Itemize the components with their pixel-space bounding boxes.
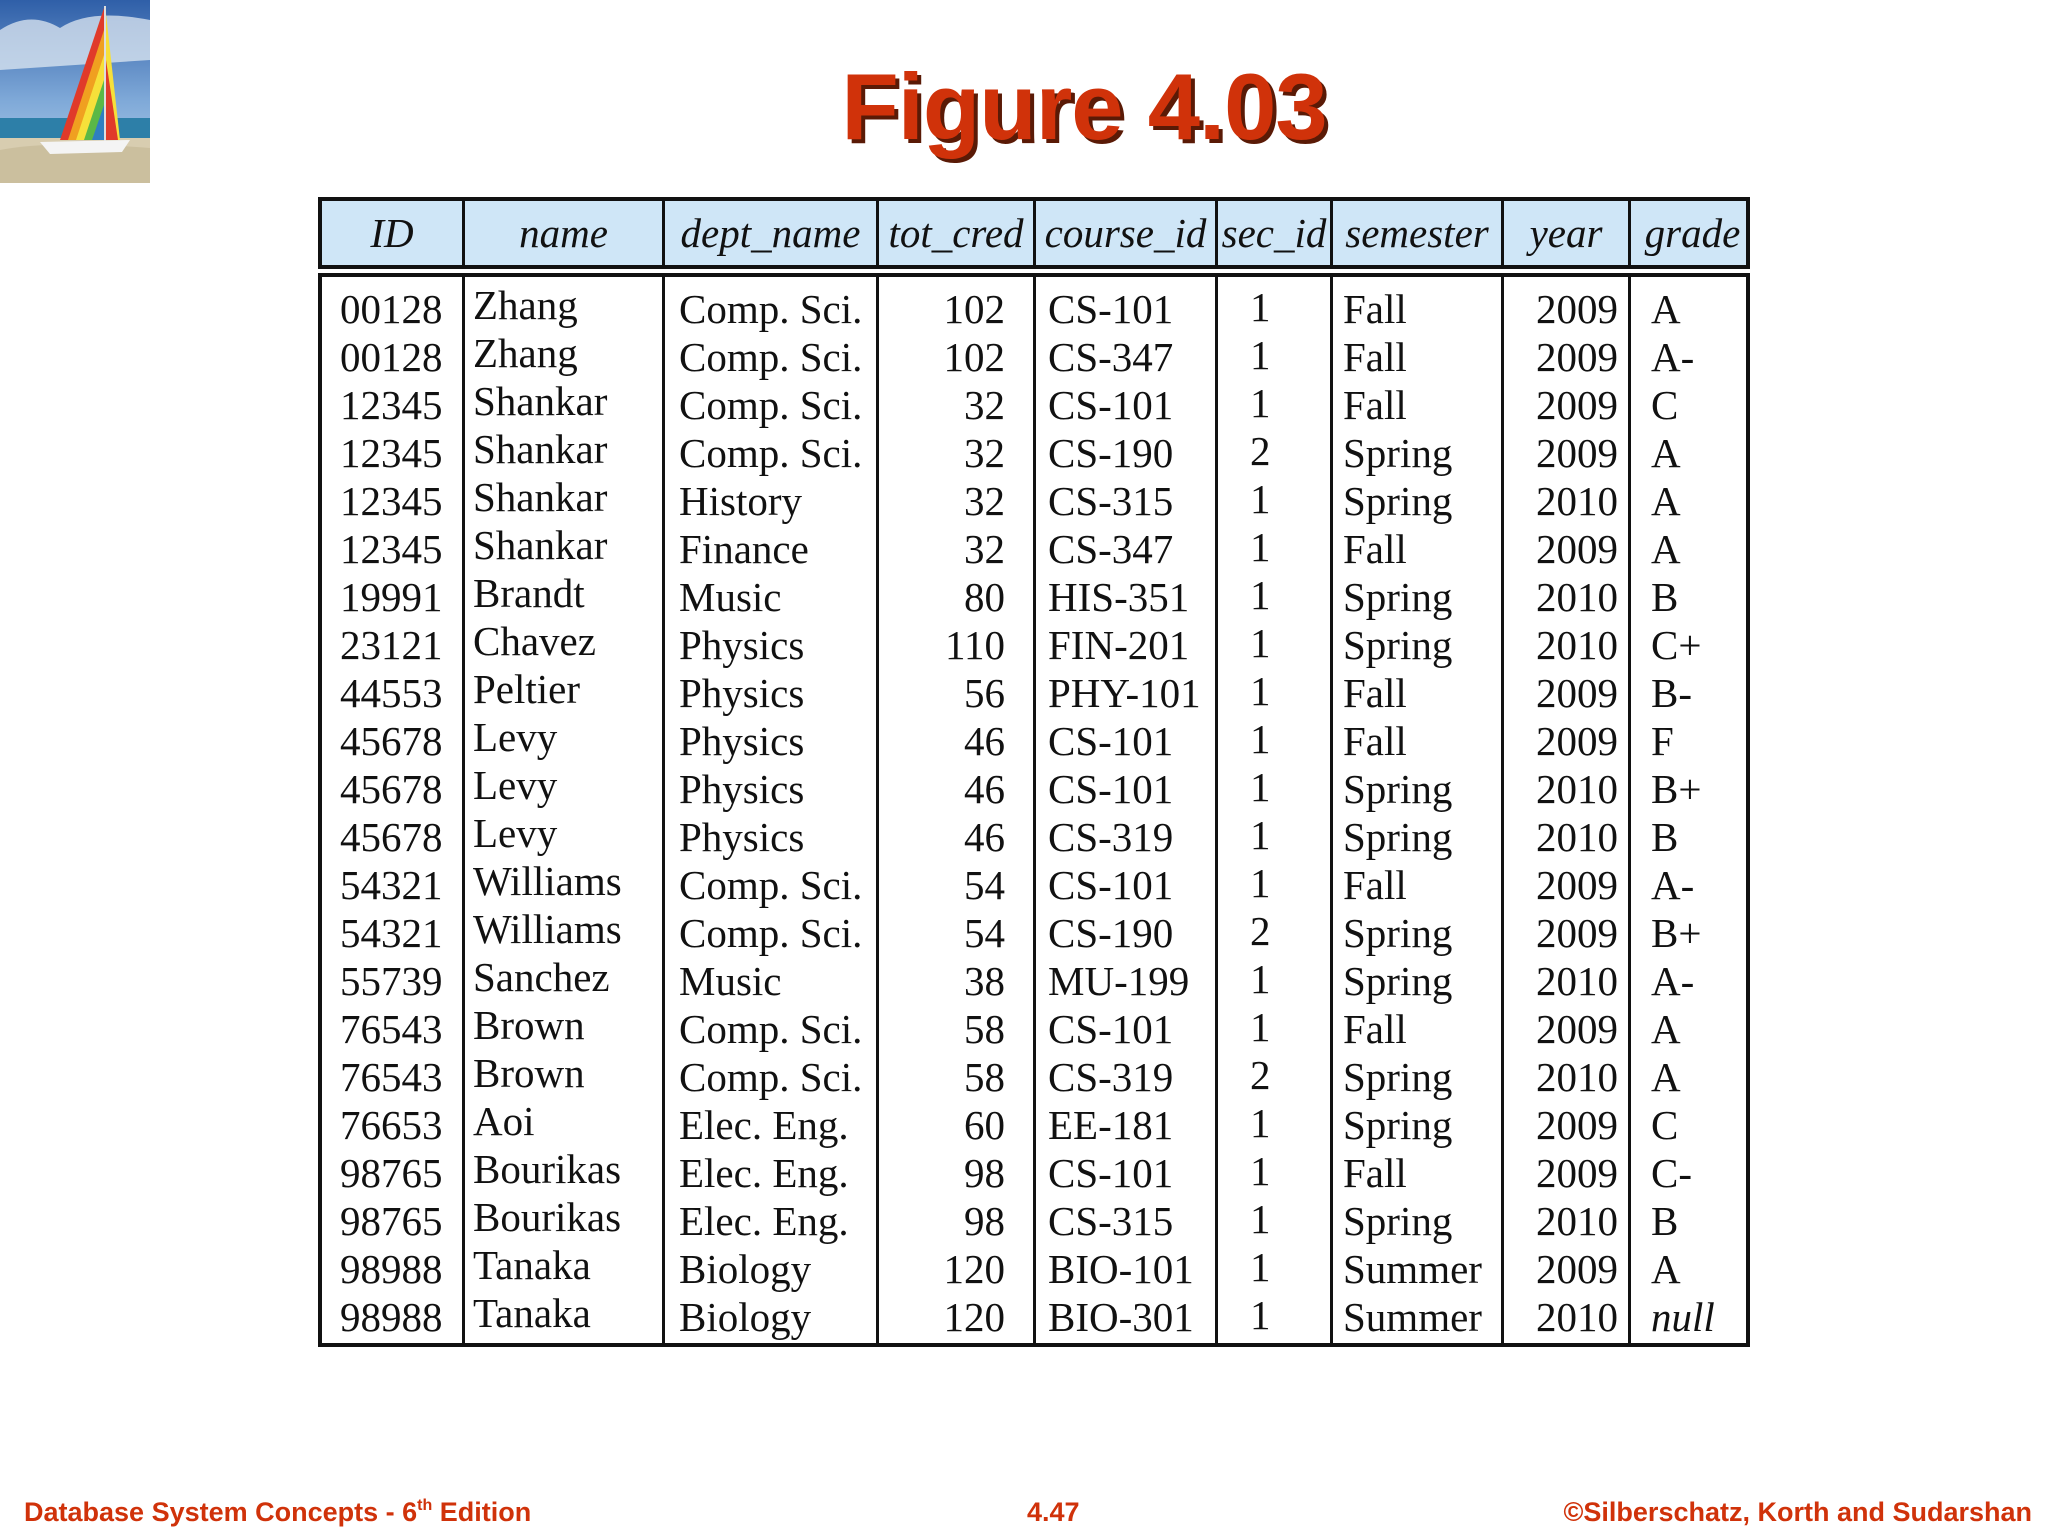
table-cell: Spring [1343,478,1453,524]
table-cell: CS-319 [1048,1054,1174,1100]
table-cell: 32 [964,478,1005,524]
table-cell: B+ [1651,910,1702,956]
table-cell: 98765 [340,1150,443,1196]
table-cell: B- [1651,670,1692,716]
table-cell: History [679,478,802,524]
table-cell: 2009 [1536,1006,1618,1052]
table-cell: A [1651,1006,1681,1052]
table-cell: Physics [679,718,805,764]
table-cell: Aoi [473,1098,535,1144]
table-cell: 1 [1250,860,1271,906]
table-cell: Chavez [473,618,596,664]
table-cell: 120 [943,1294,1005,1340]
table-cell: Sanchez [473,954,610,1000]
table-cell: CS-101 [1048,382,1174,428]
table-cell: CS-101 [1048,862,1174,908]
table-cell: Spring [1343,910,1453,956]
table-cell: 1 [1250,764,1271,810]
table-cell: 00128 [340,286,443,332]
table-cell: Fall [1343,526,1407,572]
table-column [1036,277,1218,1343]
table-cell: 2010 [1536,574,1618,620]
footer-book-title-text: Database System Concepts - 6 [24,1497,418,1527]
table-cell: Comp. Sci. [679,910,863,956]
table-cell: Williams [473,858,622,904]
table-cell: Tanaka [473,1290,591,1336]
table-column [1218,277,1333,1343]
table-cell: A [1651,526,1681,572]
table-column [879,277,1036,1343]
table-cell: C+ [1651,622,1702,668]
table-cell: 1 [1250,812,1271,858]
table-cell: Levy [473,810,558,856]
table-cell: Brown [473,1050,585,1096]
table-cell: 2009 [1536,1150,1618,1196]
table-cell: Brandt [473,570,585,616]
column-header: course_id [1036,201,1218,265]
table-cell: A- [1651,958,1695,1004]
table-cell: Spring [1343,430,1453,476]
table-cell: Bourikas [473,1146,622,1192]
table-cell: 45678 [340,766,443,812]
table-cell: 2 [1250,908,1271,954]
page-title: Figure 4.03 [841,54,1327,159]
column-header: semester [1333,201,1504,265]
footer-page-number: 4.47 [1027,1497,1080,1527]
table-cell: Music [679,574,782,620]
table-cell: 1 [1250,620,1271,666]
table-cell: 2009 [1536,910,1618,956]
table-cell: Elec. Eng. [679,1102,849,1148]
table-cell: Comp. Sci. [679,862,863,908]
table-cell: Comp. Sci. [679,1006,863,1052]
table-cell: FIN-201 [1048,622,1190,668]
table-cell: 54 [964,910,1005,956]
table-cell: 1 [1250,284,1271,330]
table-cell: 1 [1250,1004,1271,1050]
table-cell: B [1651,1198,1679,1244]
table-cell: CS-315 [1048,478,1174,524]
table-cell: 98 [964,1150,1005,1196]
table-cell: Spring [1343,814,1453,860]
column-header: grade [1644,210,1741,256]
table-cell: 1 [1250,1148,1271,1194]
table-cell: Fall [1343,1150,1407,1196]
footer-edition-sup: th [417,1497,433,1514]
table-cell: 80 [964,574,1005,620]
table-cell: 32 [964,526,1005,572]
table-cell: 54 [964,862,1005,908]
table-cell: Spring [1343,574,1453,620]
table-cell: null [1651,1294,1715,1340]
table-cell: 2009 [1536,382,1618,428]
table-cell: 76653 [340,1102,443,1148]
table-cell: Brown [473,1002,585,1048]
table-cell: A [1651,1054,1681,1100]
table-cell: A [1651,1246,1681,1292]
table-cell: Spring [1343,958,1453,1004]
table-cell: 45678 [340,718,443,764]
table-cell: 1 [1250,380,1271,426]
footer-book-title [24,1497,531,1528]
table-cell: 38 [964,958,1005,1004]
table-cell: Shankar [473,474,608,520]
table-cell: 1 [1250,1292,1271,1338]
table-column [1504,277,1631,1343]
table-cell: 2009 [1536,334,1618,380]
table-cell: 1 [1250,1244,1271,1290]
table-cell: A [1651,430,1681,476]
table-cell: Fall [1343,334,1407,380]
enrollment-table [318,197,1750,1347]
table-cell: 2010 [1536,478,1618,524]
table-cell: 98 [964,1198,1005,1244]
table-cell: Summer [1343,1246,1482,1292]
table-cell: MU-199 [1048,958,1190,1004]
table-cell: Fall [1343,1006,1407,1052]
footer-copyright: ©Silberschatz, Korth and Sudarshan [1563,1497,2032,1527]
table-body [318,273,1750,1347]
table-cell: CS-347 [1048,334,1174,380]
column-header: year [1504,201,1631,265]
table-cell: 76543 [340,1006,443,1052]
table-cell: Biology [679,1294,812,1340]
table-cell: B [1651,574,1679,620]
table-cell: 32 [964,430,1005,476]
table-cell: Fall [1343,670,1407,716]
table-cell: CS-101 [1048,1006,1174,1052]
table-cell: 1 [1250,572,1271,618]
table-cell: Levy [473,762,558,808]
table-cell: Summer [1343,1294,1482,1340]
table-cell: 102 [943,286,1005,332]
table-cell: CS-315 [1048,1198,1174,1244]
table-cell: Spring [1343,622,1453,668]
table-cell: A- [1651,862,1695,908]
table-cell: 1 [1250,956,1271,1002]
table-cell: C- [1651,1150,1692,1196]
table-cell: Zhang [473,282,578,328]
table-cell: CS-319 [1048,814,1174,860]
table-cell: 46 [964,766,1005,812]
table-cell: 2009 [1536,718,1618,764]
column-header: tot_cred [879,201,1036,265]
table-cell: Peltier [473,666,581,712]
column-header: ID [322,201,465,265]
table-cell: B [1651,814,1679,860]
table-cell: Spring [1343,1054,1453,1100]
table-cell: Comp. Sci. [679,1054,863,1100]
table-cell: 110 [945,622,1005,668]
table-cell: 55739 [340,958,443,1004]
table-cell: Elec. Eng. [679,1198,849,1244]
table-cell: 120 [943,1246,1005,1292]
table-cell: Physics [679,670,805,716]
table-cell: 98988 [340,1294,443,1340]
table-cell: 2010 [1536,1294,1618,1340]
table-cell: A [1651,286,1681,332]
table-cell: Fall [1343,286,1407,332]
table-cell: Zhang [473,330,578,376]
table-cell: Spring [1343,1198,1453,1244]
table-cell: BIO-101 [1048,1246,1194,1292]
table-cell: Spring [1343,1102,1453,1148]
table-column [322,277,465,1343]
table-cell: Fall [1343,862,1407,908]
table-column [465,277,665,1343]
table-cell: 2010 [1536,1054,1618,1100]
table-cell: Comp. Sci. [679,334,863,380]
table-cell: 12345 [340,382,443,428]
table-cell: 19991 [340,574,443,620]
table-column [1631,277,1754,1343]
table-cell: B+ [1651,766,1702,812]
table-cell: Shankar [473,426,608,472]
table-cell: 46 [964,718,1005,764]
table-cell: Physics [679,622,805,668]
table-cell: 23121 [340,622,443,668]
table-cell: 2 [1250,428,1271,474]
table-cell: PHY-101 [1048,670,1201,716]
table-cell: F [1651,718,1674,764]
table-cell: A- [1651,334,1695,380]
table-cell: 56 [964,670,1005,716]
table-cell: 2010 [1536,958,1618,1004]
table-cell: Finance [679,526,809,572]
table-cell: CS-101 [1048,718,1174,764]
table-cell: C [1651,382,1679,428]
column-header: name [465,201,665,265]
table-cell: 2009 [1536,862,1618,908]
table-cell: 12345 [340,430,443,476]
table-cell: Elec. Eng. [679,1150,849,1196]
table-cell: Fall [1343,718,1407,764]
table-cell: CS-101 [1048,1150,1174,1196]
table-cell: Music [679,958,782,1004]
table-cell: 102 [943,334,1005,380]
table-cell: 1 [1250,1196,1271,1242]
table-cell: 00128 [340,334,443,380]
table-cell: 1 [1250,1100,1271,1146]
slide-footer [0,1497,2048,1531]
table-cell: 2009 [1536,1246,1618,1292]
table-cell: Fall [1343,382,1407,428]
table-cell: 32 [964,382,1005,428]
table-cell: CS-101 [1048,766,1174,812]
table-cell: Tanaka [473,1242,591,1288]
table-cell: 54321 [340,910,443,956]
table-cell: Shankar [473,522,608,568]
table-cell: Shankar [473,378,608,424]
table-cell: BIO-301 [1048,1294,1194,1340]
table-cell: 2009 [1536,526,1618,572]
table-header-row [318,197,1750,269]
table-cell: 2 [1250,1052,1271,1098]
table-cell: Biology [679,1246,812,1292]
table-cell: 45678 [340,814,443,860]
table-cell: 2010 [1536,1198,1618,1244]
table-cell: Comp. Sci. [679,382,863,428]
table-cell: 2010 [1536,766,1618,812]
table-cell: 44553 [340,670,443,716]
table-cell: 60 [964,1102,1005,1148]
table-cell: 1 [1250,716,1271,762]
table-cell: Spring [1343,766,1453,812]
table-cell: 76543 [340,1054,443,1100]
table-cell: C [1651,1102,1679,1148]
table-cell: EE-181 [1048,1102,1174,1148]
table-cell: 46 [964,814,1005,860]
table-cell: Levy [473,714,558,760]
table-cell: HIS-351 [1048,574,1190,620]
table-cell: 2010 [1536,814,1618,860]
table-cell: 2009 [1536,670,1618,716]
table-cell: 58 [964,1054,1005,1100]
table-cell: 2009 [1536,286,1618,332]
table-column [1333,277,1504,1343]
table-cell: 1 [1250,476,1271,522]
table-cell: A [1651,478,1681,524]
column-header: dept_name [665,201,879,265]
table-cell: 12345 [340,478,443,524]
table-cell: 1 [1250,668,1271,714]
footer-edition-text: Edition [432,1497,532,1527]
table-cell: 2009 [1536,1102,1618,1148]
table-cell: CS-190 [1048,430,1174,476]
table-cell: 98988 [340,1246,443,1292]
table-cell: Physics [679,814,805,860]
table-cell: Comp. Sci. [679,430,863,476]
table-cell: Williams [473,906,622,952]
table-cell: CS-101 [1048,286,1174,332]
table-cell: 2010 [1536,622,1618,668]
table-column [665,277,879,1343]
table-cell: 1 [1250,524,1271,570]
table-cell: Physics [679,766,805,812]
column-header: sec_id [1218,201,1333,265]
table-cell: Comp. Sci. [679,286,863,332]
table-cell: 1 [1250,332,1271,378]
table-cell: CS-347 [1048,526,1174,572]
table-cell: 54321 [340,862,443,908]
table-cell: CS-190 [1048,910,1174,956]
table-cell: Bourikas [473,1194,622,1240]
table-cell: 12345 [340,526,443,572]
table-cell: 58 [964,1006,1005,1052]
table-cell: 98765 [340,1198,443,1244]
table-cell: 2009 [1536,430,1618,476]
